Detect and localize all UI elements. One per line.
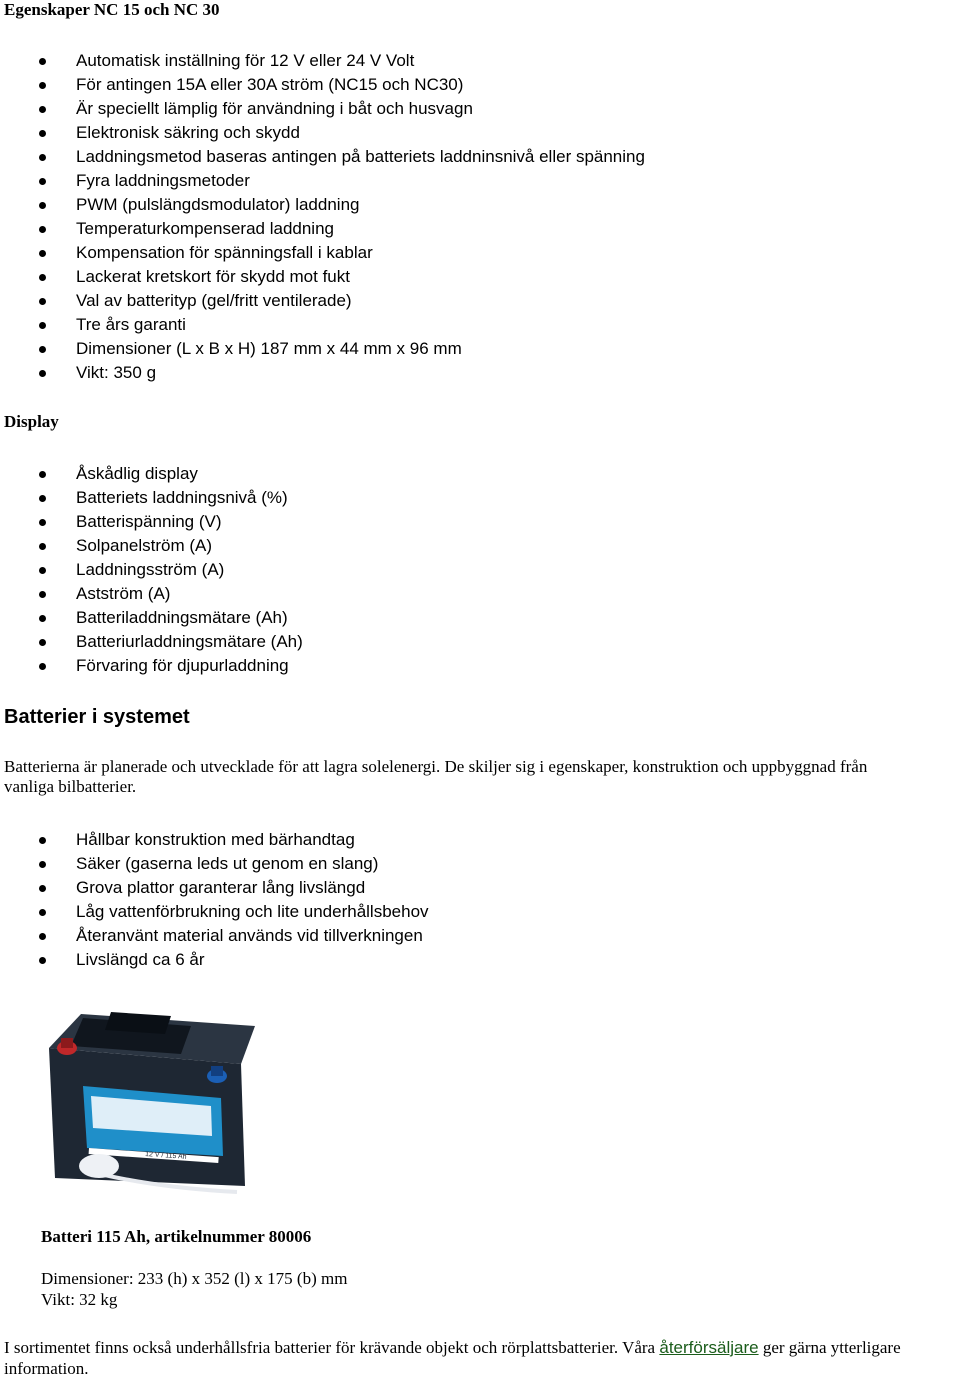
feature-item-text: Temperaturkompenserad laddning [76, 219, 334, 238]
bullet-icon [39, 543, 46, 550]
feature-item-text: Vikt: 350 g [76, 363, 157, 382]
battery-feature-item [0, 828, 429, 852]
product-caption: Batteri 115 Ah, artikelnummer 80006 [41, 1227, 312, 1246]
battery-feature-item [0, 876, 429, 900]
battery-feature-item [0, 852, 429, 876]
feature-item-text: Laddningsmetod baseras antingen på batteriets laddninsnivå eller spänning [76, 147, 645, 166]
battery-illustration [41, 998, 255, 1198]
battery-feature-item [0, 924, 429, 948]
feature-item-text: Fyra laddningsmetoder [76, 171, 250, 190]
bullet-icon [39, 861, 46, 868]
bullet-icon [39, 58, 46, 65]
bullet-icon [39, 591, 46, 598]
feature-item [0, 193, 645, 217]
bullet-icon [39, 909, 46, 916]
footer-text-line2: information. [4, 1359, 89, 1378]
bullet-icon [39, 567, 46, 574]
battery-feature-item [0, 948, 429, 972]
footer-text-after: ger gärna ytterligare [758, 1338, 901, 1357]
display-item-text: Batterispänning (V) [76, 512, 222, 531]
display-item [0, 582, 303, 606]
product-weight: Vikt: 32 kg [41, 1290, 118, 1309]
feature-item-text: För antingen 15A eller 30A ström (NC15 och NC30) [76, 75, 464, 94]
display-item-text: Solpanelström (A) [76, 536, 213, 555]
bullet-icon [39, 346, 46, 353]
battery-features-list [0, 828, 429, 972]
battery-feature-item-text: Säker (gaserna leds ut genom en slang) [76, 854, 379, 873]
bullet-icon [39, 837, 46, 844]
feature-item [0, 217, 645, 241]
feature-item-text: Elektronisk säkring och skydd [76, 123, 300, 142]
display-item [0, 654, 303, 678]
feature-item [0, 49, 645, 73]
feature-item-text: Automatisk inställning för 12 V eller 24 V Volt [76, 51, 415, 70]
section-title-egenskaper: Egenskaper NC 15 och NC 30 [4, 0, 220, 19]
bullet-icon [39, 615, 46, 622]
battery-feature-item-text: Grova plattor garanterar lång livslängd [76, 878, 366, 897]
feature-item [0, 121, 645, 145]
display-item [0, 462, 303, 486]
feature-item-text: Lackerat kretskort för skydd mot fukt [76, 267, 350, 286]
battery-feature-item [0, 900, 429, 924]
battery-feature-item-text: Låg vattenförbrukning och lite underhållsbehov [76, 902, 429, 921]
bullet-icon [39, 106, 46, 113]
bullet-icon [39, 298, 46, 305]
battery-feature-item-text: Återanvänt material används vid tillverkningen [76, 926, 423, 945]
feature-item-text: Tre års garanti [76, 315, 186, 334]
feature-item-text: Kompensation för spänningsfall i kablar [76, 243, 373, 262]
display-item-text: Batteriets laddningsnivå (%) [76, 488, 288, 507]
bullet-icon [39, 471, 46, 478]
bullet-icon [39, 322, 46, 329]
bullet-icon [39, 178, 46, 185]
bullet-icon [39, 933, 46, 940]
display-item-text: Förvaring för djupurladdning [76, 656, 289, 675]
feature-item [0, 241, 645, 265]
bullet-icon [39, 957, 46, 964]
footer-text [4, 1338, 959, 1358]
feature-item-text: Val av batterityp (gel/fritt ventilerade) [76, 291, 352, 310]
feature-item [0, 145, 645, 169]
feature-item [0, 337, 645, 361]
battery-feature-item-text: Livslängd ca 6 år [76, 950, 205, 969]
display-item [0, 486, 303, 510]
feature-item [0, 97, 645, 121]
batteries-intro-line2: vanliga bilbatterier. [4, 777, 137, 796]
feature-item-text: Är speciellt lämplig för användning i båt och husvagn [76, 99, 473, 118]
product-dimensions: Dimensioner: 233 (h) x 352 (l) x 175 (b) mm [41, 1269, 348, 1288]
feature-item [0, 313, 645, 337]
batteries-intro-line1: Batterierna är planerade och utvecklade för att lagra solelenergi. De skiljer sig i egenskaper, konstruktion och uppbyggnad från [4, 757, 868, 776]
feature-item-text: PWM (pulslängdsmodulator) laddning [76, 195, 360, 214]
bullet-icon [39, 274, 46, 281]
bullet-icon [39, 202, 46, 209]
display-item-text: Åskådlig display [76, 464, 198, 483]
battery-label-text: 12 V / 115 Ah [144, 1151, 187, 1161]
features-list [0, 49, 645, 385]
display-item-text: Laddningsström (A) [76, 560, 225, 579]
feature-item [0, 289, 645, 313]
section-title-display: Display [4, 412, 59, 431]
display-item [0, 510, 303, 534]
section-title-batterier: Batterier i systemet [4, 706, 190, 728]
retailer-link[interactable]: återförsäljare [659, 1338, 759, 1357]
bullet-icon [39, 250, 46, 257]
bullet-icon [39, 370, 46, 377]
battery-feature-item-text: Hållbar konstruktion med bärhandtag [76, 830, 355, 849]
display-list [0, 462, 303, 678]
feature-item [0, 265, 645, 289]
display-item [0, 558, 303, 582]
feature-item-text: Dimensioner (L x B x H) 187 mm x 44 mm x 96 mm [76, 339, 462, 358]
bullet-icon [39, 82, 46, 89]
feature-item [0, 361, 645, 385]
bullet-icon [39, 154, 46, 161]
bullet-icon [39, 885, 46, 892]
display-item [0, 534, 303, 558]
display-item [0, 630, 303, 654]
battery-image [41, 998, 255, 1198]
feature-item [0, 169, 645, 193]
footer-text-before: I sortimentet finns också underhållsfria batterier för krävande objekt och rörplattsbatterier. Våra [4, 1338, 660, 1357]
display-item [0, 606, 303, 630]
bullet-icon [39, 639, 46, 646]
bullet-icon [39, 495, 46, 502]
display-item-text: Batteriurladdningsmätare (Ah) [76, 632, 303, 651]
batteries-intro [4, 757, 954, 797]
bullet-icon [39, 519, 46, 526]
display-item-text: Batteriladdningsmätare (Ah) [76, 608, 288, 627]
feature-item [0, 73, 645, 97]
bullet-icon [39, 226, 46, 233]
bullet-icon [39, 663, 46, 670]
display-item-text: Astström (A) [76, 584, 171, 603]
bullet-icon [39, 130, 46, 137]
